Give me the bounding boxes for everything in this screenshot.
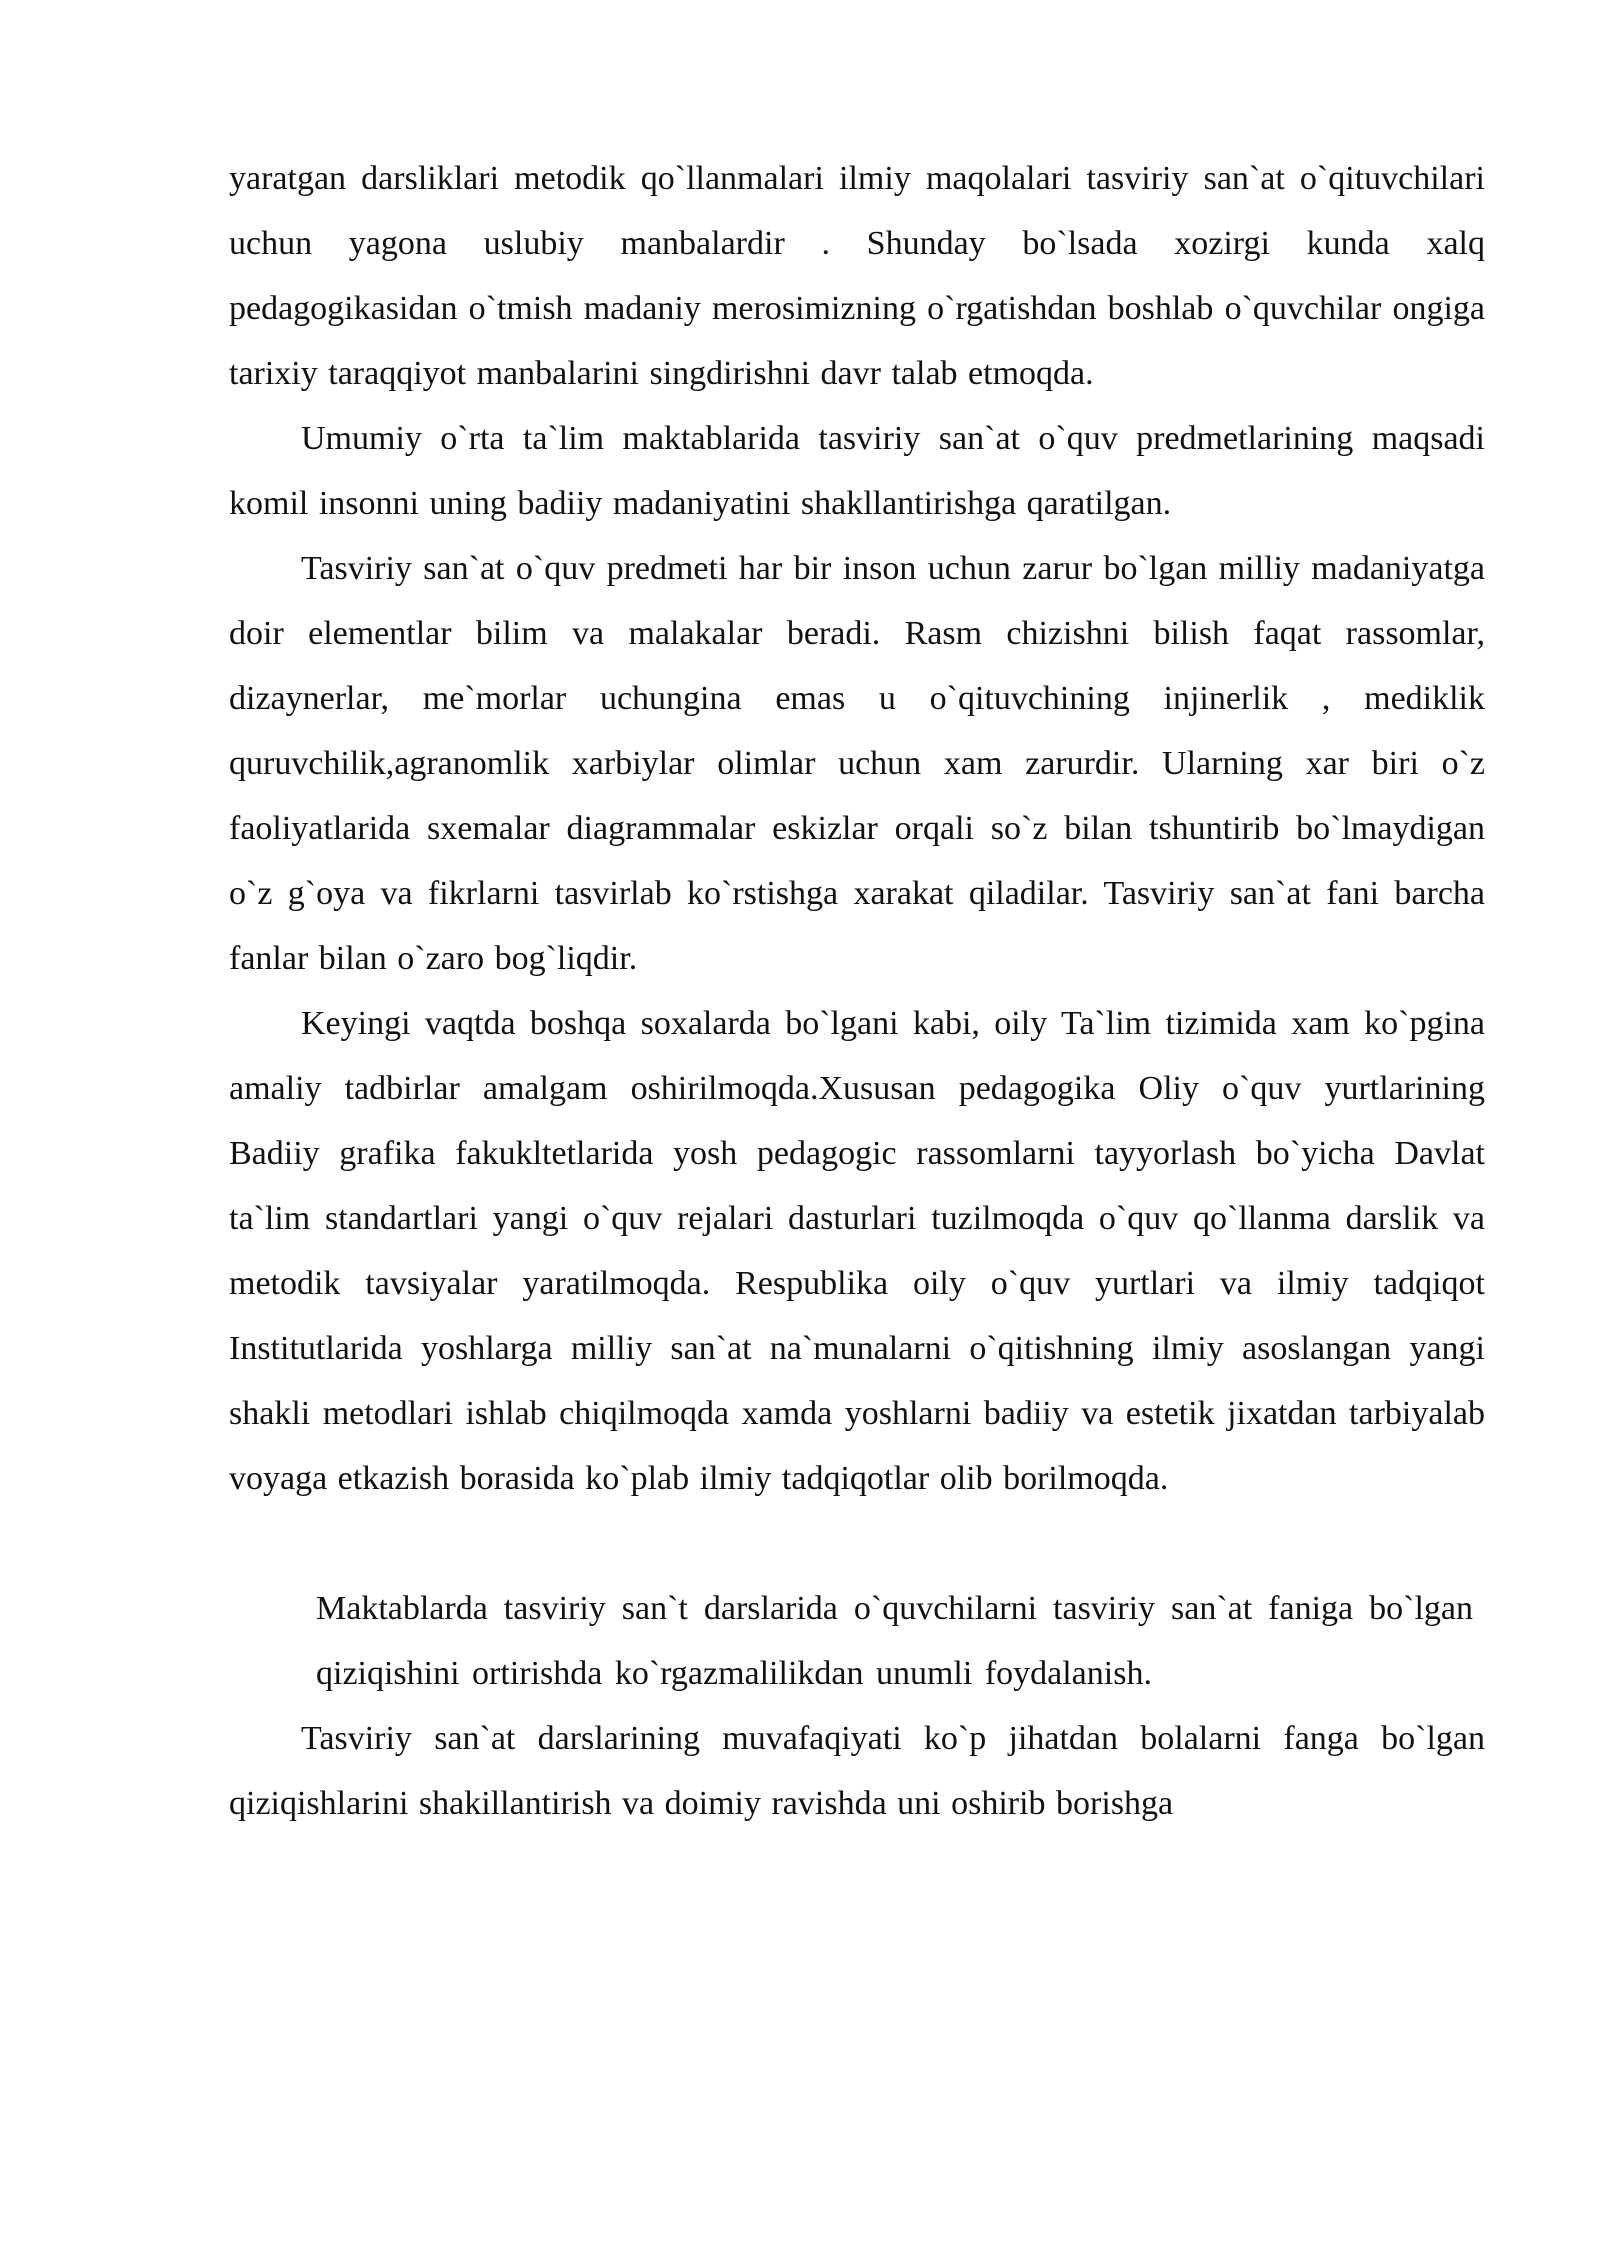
document-body	[229, 146, 1485, 1836]
paragraph-3: Tasviriy san`at o`quv predmeti har bir inson uchun zarur bo`lgan milliy madaniyatga doir elementlar bilim va malakalar beradi. Rasm chizishni bilish faqat rassomlar, dizaynerlar, me`morlar uchungina emas u o`qituvchining injinerlik , mediklik quruvchilik,agranomlik xarbiylar olimlar uchun xam zarurdir. Ularning xar biri o`z faoliyatlarida sxemalar diagrammalar eskizlar orqali so`z bilan tshuntirib bo`lmaydigan o`z g`oya va fikrlarni tasvirlab ko`rstishga xarakat qiladilar. Tasviriy san`at fani barcha fanlar bilan o`zaro bog`liqdir.	[229, 550, 1485, 977]
paragraph-2: Umumiy o`rta ta`lim maktablarida tasviriy san`at o`quv predmetlarining maqsadi komil insonni uning badiiy madaniyatini shakllantirishga qaratilgan.	[229, 420, 1485, 522]
section-heading: Maktablarda tasviriy san`t darslarida o`quvchilarni tasviriy san`at faniga bo`lgan qiziqishini ortirishda ko`rgazmalilikdan unumli foydalanish.	[316, 1590, 1473, 1692]
paragraph-5: Tasviriy san`at darslarining muvafaqiyati ko`p jihatdan bolalarni fanga bo`lgan qiziqishlarini shakillantirish va doimiy ravishda uni oshirib borishga	[229, 1720, 1485, 1822]
paragraph-4: Keyingi vaqtda boshqa soxalarda bo`lgani kabi, oily Ta`lim tizimida xam ko`pgina amaliy tadbirlar amalgam oshirilmoqda.Xususan pedagogika Oliy o`quv yurtlarining Badiiy grafika fakukltetlarida yosh pedagogic rassomlarni tayyorlash bo`yicha Davlat ta`lim standartlari yangi o`quv rejalari dasturlari tuzilmoqda o`quv qo`llanma darslik va metodik tavsiyalar yaratilmoqda. Respublika oily o`quv yurtlari va ilmiy tadqiqot Institutlarida yoshlarga milliy san`at na`munalarni o`qitishning ilmiy asoslangan yangi shakli metodlari ishlab chiqilmoqda xamda yoshlarni badiiy va estetik jixatdan tarbiyalab voyaga etkazish borasida ko`plab ilmiy tadqiqotlar olib borilmoqda.	[229, 1005, 1485, 1497]
paragraph-1: yaratgan darsliklari metodik qo`llanmalari ilmiy maqolalari tasviriy san`at o`qituvchilari uchun yagona uslubiy manbalardir . Shunday bo`lsada xozirgi kunda xalq pedagogikasidan o`tmish madaniy merosimizning o`rgatishdan boshlab o`quvchilar ongiga tarixiy taraqqiyot manbalarini singdirishni davr talab etmoqda.	[229, 160, 1485, 392]
